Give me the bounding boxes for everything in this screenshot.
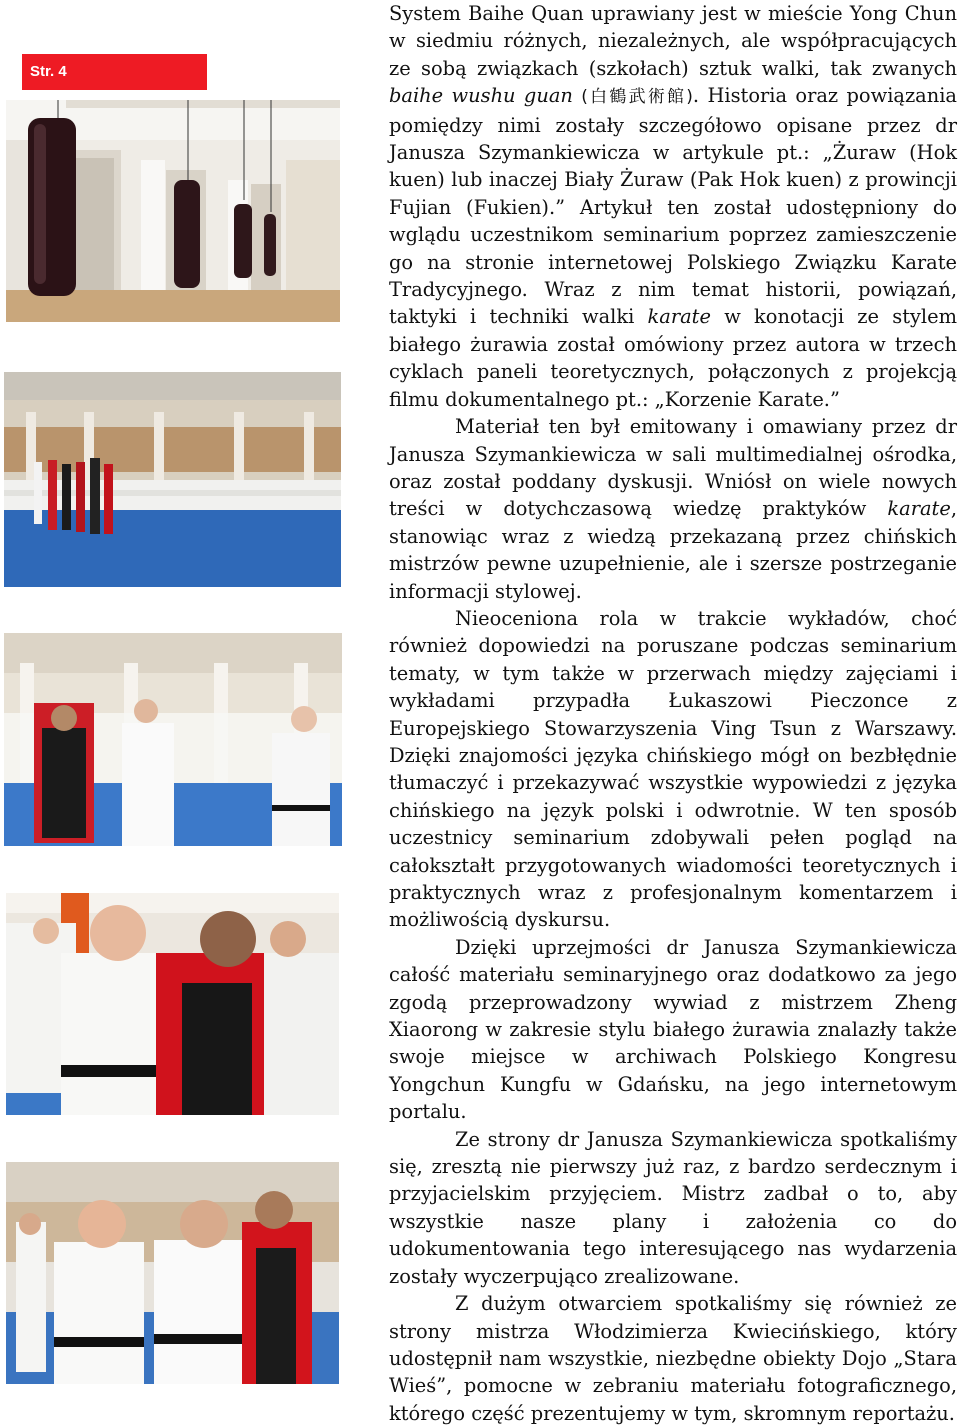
photo-instructor-demo [6, 893, 339, 1115]
paragraph-1: System Baihe Quan uprawiany jest w mieście Yong Chun w siedmiu różnych, niezależnych, ale współpracujących ze sobą związkach (szkołach) sztuk walki, tak zwanych baihe wushu guan (白鶴武術館). Historia oraz powiązania pomiędzy nimi zostały szczegółowo opisane przez dr Janusza Szymankiewicza w artykule pt.: „Żuraw (Hok kuen) lub inaczej Biały Żuraw (Pak Hok kuen) z prowincji Fujian (Fukien).” Artykuł ten został udostępniony do wglądu uczestnikom seminarium poprzez zamieszczenie go na stronie internetowej Polskiego Związku Karate Tradycyjnego. Wraz z nim temat historii, powiązań, taktyki i techniki walki karate w konotacji ze stylem białego żurawia został omówiony przez autora w trzech cyklach paneli teoretycznych, połączonych z projekcją filmu dokumentalnego pt.: „Korzenie Karate.” [389, 2, 957, 411]
paragraph-6: Z dużym otwarciem spotkaliśmy się również ze strony mistrza Włodzimierza Kwiecińskiego, który udostępnił nam wszystkie, niezbędne obiekty Dojo „Stara Wieś”, pomocne w zebraniu materiału fotograficznego, którego część prezentujemy w tym, skromnym reportażu. [389, 1292, 957, 1425]
chinese-characters: (白鶴武術館) [581, 87, 693, 108]
photo-training-pairs [4, 633, 342, 846]
paragraph-4: Dzięki uprzejmości dr Janusza Szymankiewicza całość materiału seminaryjnego oraz dodatkowo za jego zgodą przeprowadzony wywiad z mistrzem Zheng Xiaorong w zakresie stylu białego żurawia znalazły także swoje miejsce w archiwach Polskiego Kongresu Yongchun Kungfu w Gdańsku, na jego internetowym portalu. [389, 935, 957, 1124]
paragraph-5: Ze strony dr Janusza Szymankiewicza spotkaliśmy się, zresztą nie pierwszy już raz, z bardzo serdecznym i przyjacielskim przyjęciem. Mistrz zadbał o to, aby wszystkie nasze plany i założenia co do udokumentowania tego interesującego nas wydarzenia zostały wyczerpująco zrealizowane. [389, 1127, 957, 1288]
photo-group-exercise [6, 1162, 339, 1384]
page-number-label: Str. 4 [22, 54, 207, 90]
paragraph-2: Materiał ten był emitowany i omawiany przez dr Janusza Szymankiewicza w sali multimedialnej ośrodka, oraz został poddany dyskusji. Wniósł on wiele nowych treści w dotychczasową wiedzę praktyków karate, stanowiąc wraz z wiedzą przekazaną przez chińskich mistrzów pewne uzupełnienie, ale i szersze postrzeganie informacji stylowej. [389, 415, 957, 603]
paragraph-3: Nieoceniona rola w trakcie wykładów, choć również dopowiedzi na poruszane podczas seminarium tematy, w tym także w przerwach między zajęciami i wykładami przypadła Łukaszowi Pieczonce z Europejskiego Stowarzyszenia Ving Tsun z Warszawy. Dzięki znajomości języka chińskiego mógł on bezbłędnie tłumaczyć i przekazywać wszystkie wypowiedzi z języka chińskiego na język polski i odwrotnie. W ten sposób uczestnicy seminarium zdobywali pełen pogląd na całokształt przygotowanych wiadomości teoretycznych i praktycznych wraz z profesjonalnym komentarzem i możliwością dyskursu. [389, 606, 957, 932]
photo-participants-lineup [4, 372, 341, 587]
photo-punching-bags [6, 100, 340, 322]
article-text [389, 0, 957, 1427]
